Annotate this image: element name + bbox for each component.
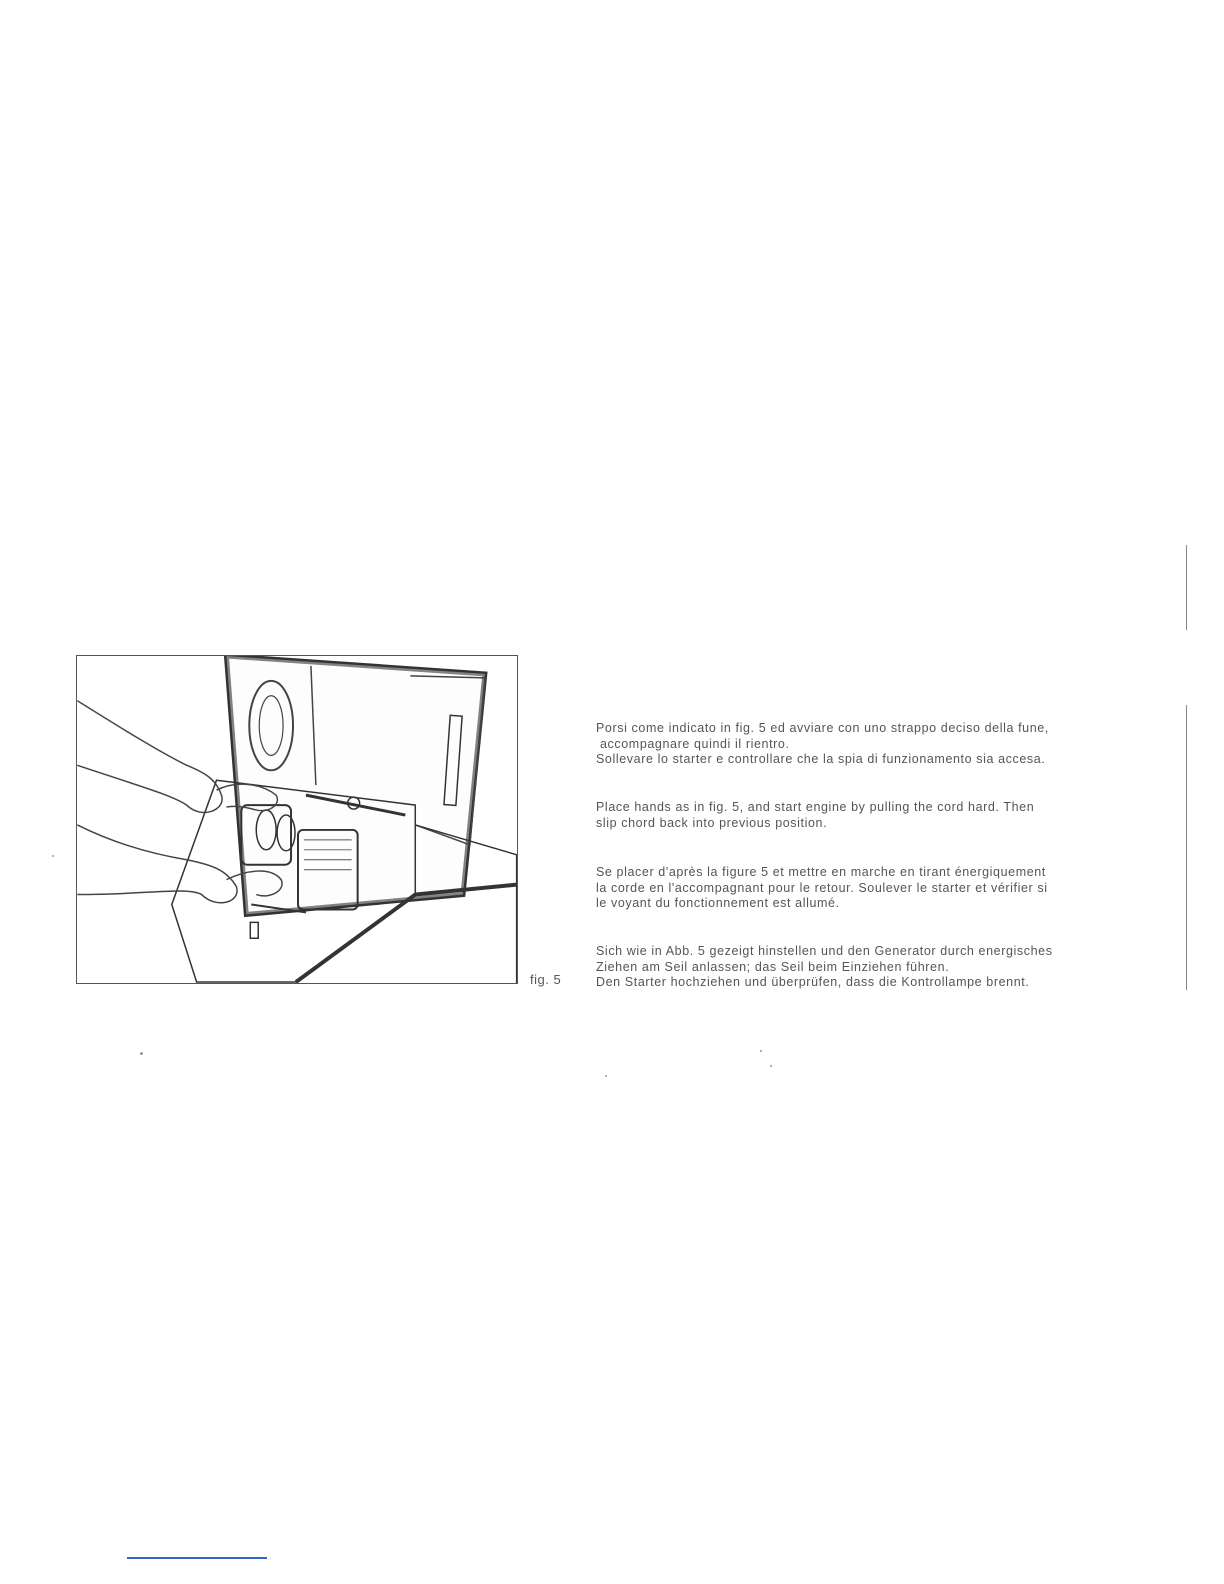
scan-speck bbox=[770, 1065, 772, 1067]
paragraph-english bbox=[596, 800, 1136, 831]
paragraph-german bbox=[596, 944, 1136, 991]
scan-speck bbox=[760, 1050, 762, 1052]
scan-speck bbox=[140, 1052, 143, 1055]
latch bbox=[250, 922, 258, 938]
lid-panel bbox=[226, 656, 484, 914]
paragraph-line: le voyant du fonctionnement est allumé. bbox=[596, 896, 840, 910]
scan-speck bbox=[605, 1075, 607, 1077]
paragraph-line: Sollevare lo starter e controllare che la spia di funzionamento sia accesa. bbox=[596, 752, 1046, 766]
lower-arm bbox=[77, 825, 237, 903]
figure-caption: fig. 5 bbox=[530, 972, 562, 987]
paragraph-line: Ziehen am Seil anlassen; das Seil beim Einziehen führen. bbox=[596, 959, 950, 974]
scan-margin-line bbox=[1186, 705, 1187, 990]
paragraph-line: slip chord back into previous position. bbox=[596, 815, 828, 830]
footer-rule bbox=[127, 1557, 267, 1559]
paragraph-french bbox=[596, 865, 1136, 912]
paragraph-line: Den Starter hochziehen und überprüfen, dass die Kontrollampe brennt. bbox=[596, 975, 1030, 989]
scan-speck bbox=[52, 855, 54, 857]
paragraph-line: la corde en l'accompagnant pour le retour. Soulever le starter et vérifier si bbox=[596, 880, 1048, 895]
paragraph-italian bbox=[596, 721, 1136, 768]
generator-drawing bbox=[77, 656, 517, 983]
paragraph-line: Sich wie in Abb. 5 gezeigt hinstellen und den Generator durch energisches bbox=[596, 944, 1053, 958]
paragraph-line: Porsi come indicato in fig. 5 ed avviare con uno strappo deciso della fune, bbox=[596, 721, 1049, 735]
upper-arm bbox=[77, 701, 222, 813]
paragraph-line: Se placer d'après la figure 5 et mettre en marche en tirant énergiquement bbox=[596, 865, 1046, 879]
generator-illustration bbox=[76, 655, 518, 984]
scan-margin-line bbox=[1186, 545, 1187, 630]
paragraph-line: accompagnare quindi il rientro. bbox=[600, 736, 790, 751]
paragraph-line: Place hands as in fig. 5, and start engine by pulling the cord hard. Then bbox=[596, 800, 1035, 814]
